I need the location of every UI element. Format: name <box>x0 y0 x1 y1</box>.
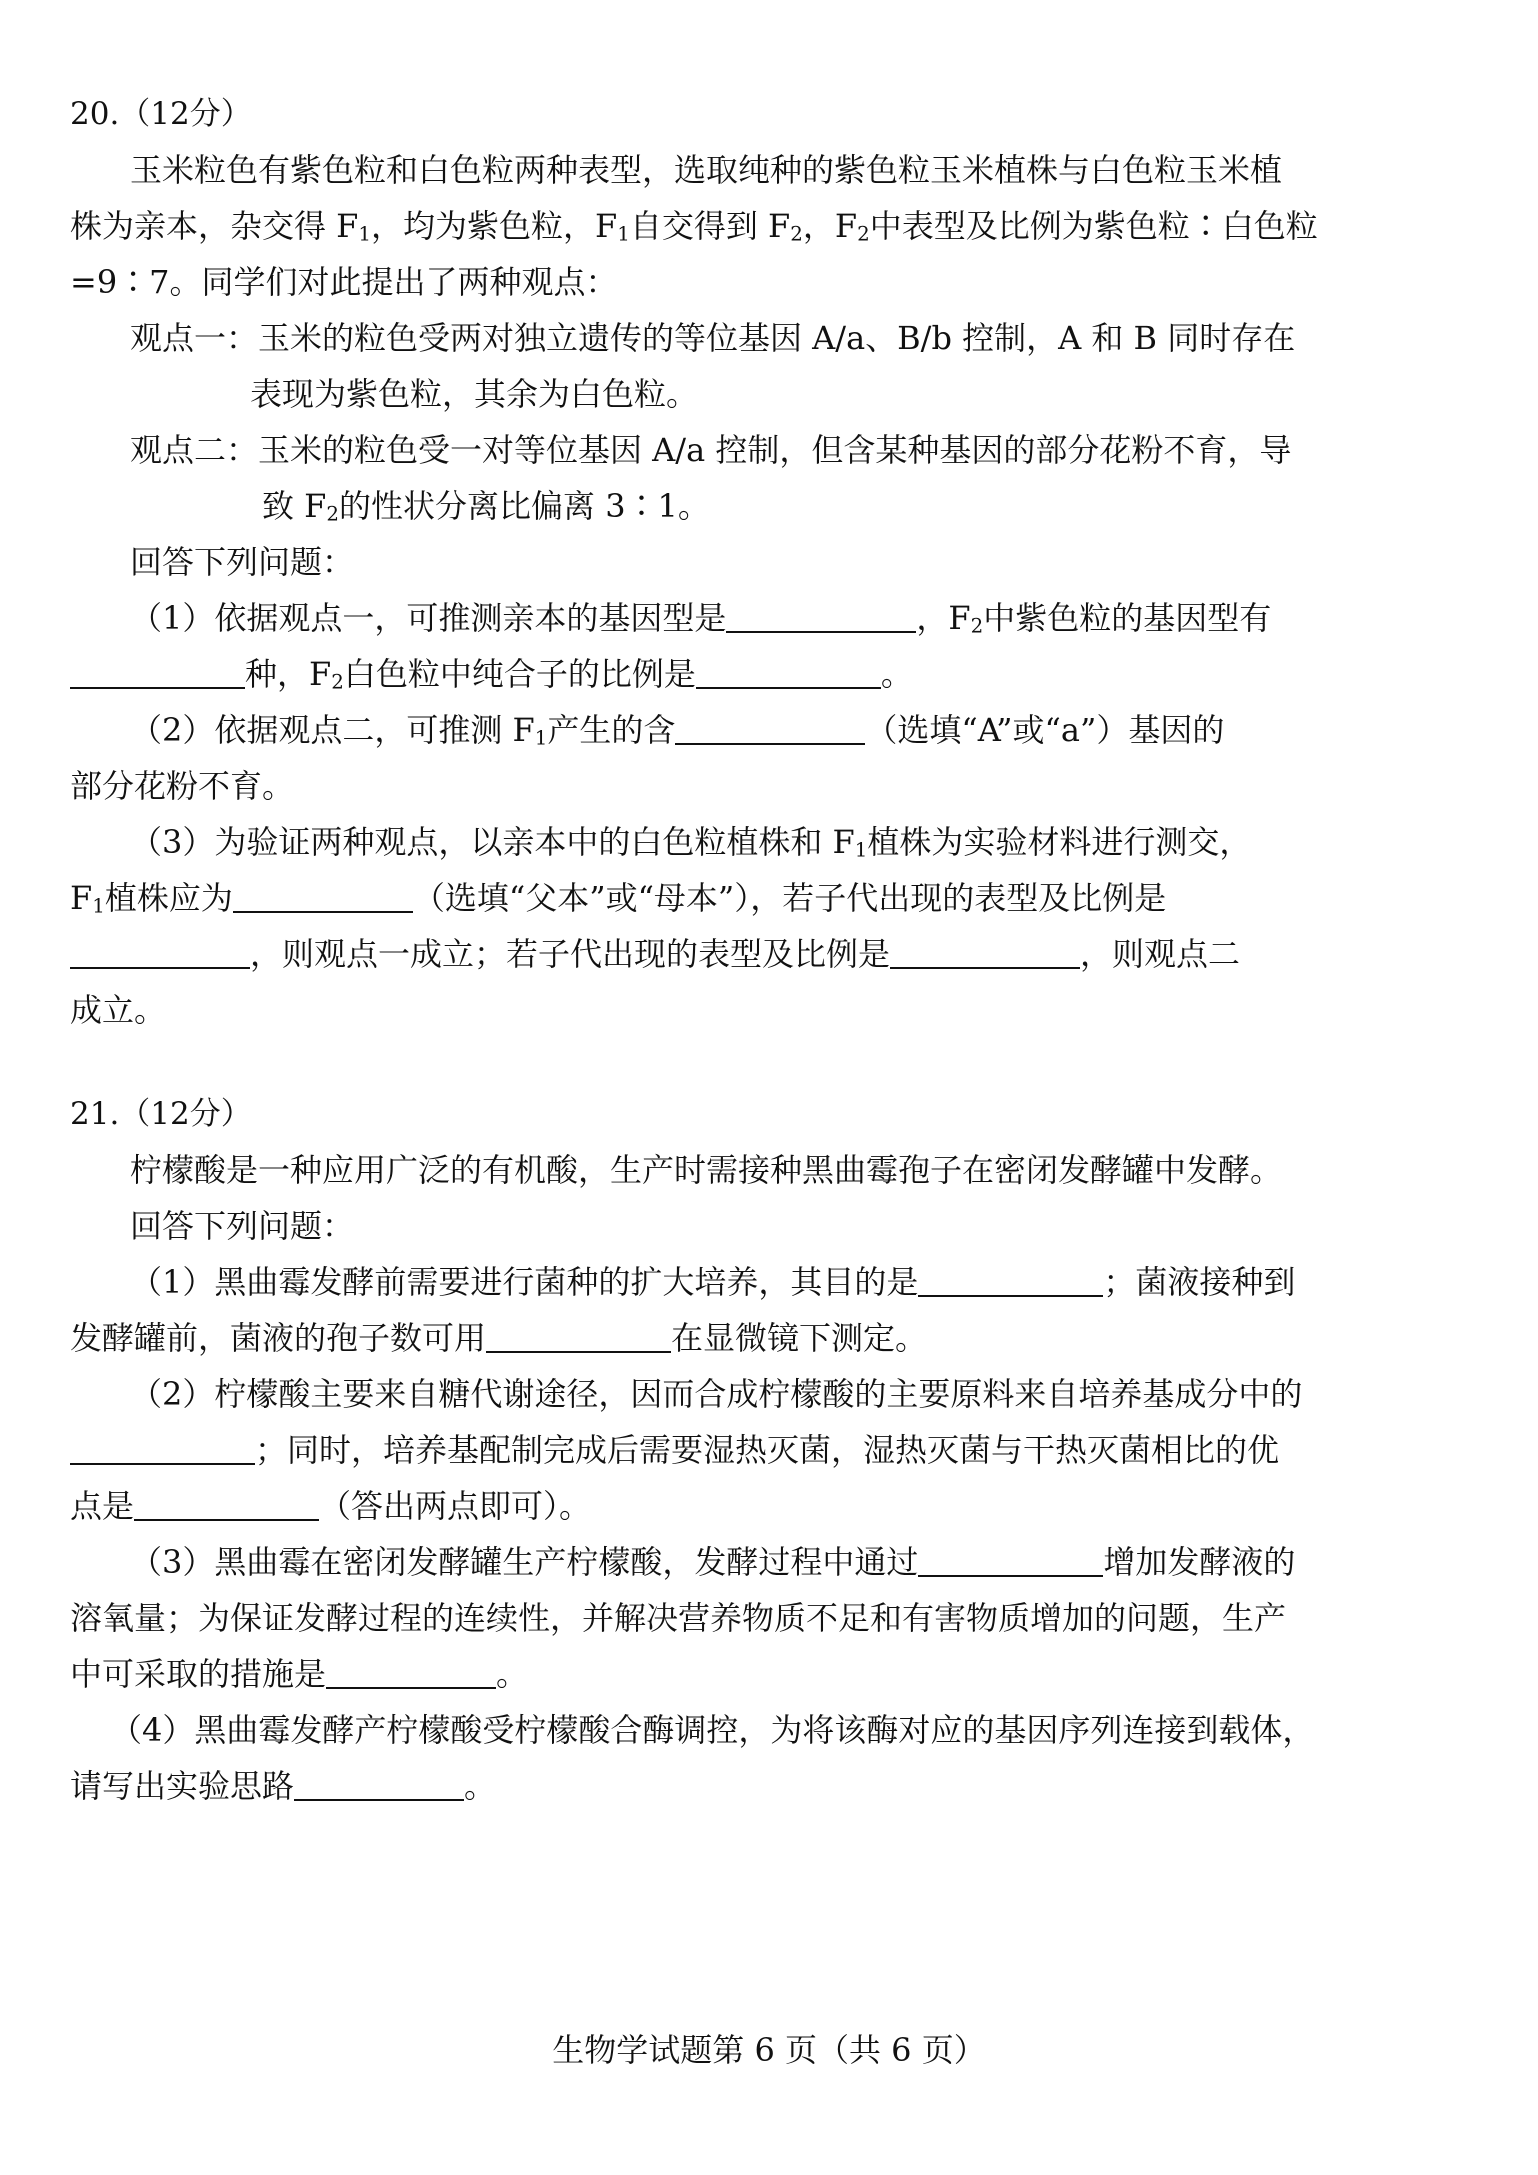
answer-blank[interactable] <box>326 1657 496 1689</box>
text: 种，F <box>245 655 332 693</box>
text: F <box>70 879 93 917</box>
q21-part-2-line-2 <box>70 1428 1279 1472</box>
q20-intro-line-3: =9∶7。同学们对此提出了两种观点： <box>70 263 618 301</box>
text: 致 F <box>262 487 327 525</box>
q21-part-3-line-2: 溶氧量；为保证发酵过程的连续性，并解决营养物质不足和有害物质增加的问题，生产 <box>70 1599 1287 1637</box>
q21-part-2-line-3 <box>70 1484 591 1528</box>
q21-part-3-line-3 <box>70 1652 528 1696</box>
q20-part-2-line-1 <box>130 708 1224 761</box>
text: （2）依据观点二，可推测 F <box>130 711 535 749</box>
text: 请写出实验思路 <box>70 1767 295 1805</box>
answer-blank[interactable] <box>70 1433 255 1465</box>
answer-blank[interactable] <box>294 1769 464 1801</box>
subscript: 2 <box>970 614 984 638</box>
text: （选填“父本”或“母本”），若子代出现的表型及比例是 <box>412 879 1167 917</box>
text: 点是 <box>70 1487 135 1525</box>
text: 植株应为 <box>104 879 233 917</box>
q20-intro-line-2 <box>70 204 1318 257</box>
answer-blank[interactable] <box>726 601 916 633</box>
text: 发酵罐前，菌液的孢子数可用 <box>70 1319 487 1357</box>
q21-part-1-line-2 <box>70 1316 927 1360</box>
subscript: 1 <box>358 222 372 246</box>
q21-part-4-line-1: （4）黑曲霉发酵产柠檬酸受柠檬酸合酶调控，为将该酶对应的基因序列连接到载体， <box>110 1711 1315 1749</box>
text: （答出两点即可）。 <box>319 1487 592 1525</box>
text: ；菌液接种到 <box>1103 1263 1296 1301</box>
answer-blank[interactable] <box>233 881 413 913</box>
text: 白色粒中纯合子的比例是 <box>343 655 696 693</box>
q21-part-4-line-2 <box>70 1764 496 1808</box>
text: （1）依据观点一，可推测亲本的基因型是 <box>130 599 727 637</box>
text: 中表型及比例为紫色粒∶白色粒 <box>869 207 1318 245</box>
answer-blank[interactable] <box>918 1545 1103 1577</box>
answer-blank[interactable] <box>675 713 865 745</box>
q21-heading: 21.（12分） <box>70 1096 252 1132</box>
q20-part-1-line-2 <box>70 652 913 705</box>
subscript: 2 <box>326 502 340 526</box>
text: （选填“A”或“a”）基因的 <box>865 711 1225 749</box>
text: ；同时，培养基配制完成后需要湿热灭菌，湿热灭菌与干热灭菌相比的优 <box>255 1431 1280 1469</box>
q21-part-1-line-1 <box>130 1260 1295 1304</box>
answer-blank[interactable] <box>486 1321 671 1353</box>
text: ，则观点一成立；若子代出现的表型及比例是 <box>250 935 891 973</box>
subscript: 2 <box>331 670 344 694</box>
q20-answer-prompt: 回答下列问题： <box>130 543 355 581</box>
answer-blank[interactable] <box>134 1489 319 1521</box>
text: （3）为验证两种观点，以亲本中的白色粒植株和 F <box>130 823 855 861</box>
text: （1）黑曲霉发酵前需要进行菌种的扩大培养，其目的是 <box>130 1263 919 1301</box>
answer-blank[interactable] <box>696 657 881 689</box>
q20-part-3-line-4: 成立。 <box>70 991 167 1029</box>
q20-view-2-line-1: 观点二：玉米的粒色受一对等位基因 A/a 控制，但含某种基因的部分花粉不育，导 <box>130 431 1292 469</box>
q21-answer-prompt: 回答下列问题： <box>130 1207 355 1245</box>
text: 中可采取的措施是 <box>70 1655 327 1693</box>
q20-part-2-line-2: 部分花粉不育。 <box>70 767 295 805</box>
text: 。 <box>880 655 913 693</box>
answer-blank[interactable] <box>918 1265 1103 1297</box>
text: 植株为实验材料进行测交， <box>867 823 1252 861</box>
text: 。 <box>464 1767 497 1805</box>
text: 产生的含 <box>547 711 676 749</box>
text: 在显微镜下测定。 <box>671 1319 928 1357</box>
text: ，F <box>802 207 858 245</box>
subscript: 1 <box>534 726 548 750</box>
q21-part-2-line-1: （2）柠檬酸主要来自糖代谢途径，因而合成柠檬酸的主要原料来自培养基成分中的 <box>130 1375 1303 1413</box>
q20-heading: 20.（12分） <box>70 96 252 132</box>
text: （3）黑曲霉在密闭发酵罐生产柠檬酸，发酵过程中通过 <box>130 1543 919 1581</box>
subscript: 2 <box>790 222 803 246</box>
subscript: 1 <box>617 222 630 246</box>
page-footer: 生物学试题第 6 页（共 6 页） <box>552 2031 986 2069</box>
text: 自交得到 F <box>629 207 791 245</box>
q20-view-1-line-1: 观点一：玉米的粒色受两对独立遗传的等位基因 A/a、B/b 控制，A 和 B 同时存在 <box>130 319 1296 357</box>
text: ，均为紫色粒，F <box>371 207 618 245</box>
q20-view-2-line-2 <box>262 484 710 537</box>
subscript: 1 <box>854 838 868 862</box>
answer-blank[interactable] <box>70 937 250 969</box>
answer-blank[interactable] <box>70 657 245 689</box>
text: 增加发酵液的 <box>1103 1543 1296 1581</box>
text: 株为亲本，杂交得 F <box>70 207 359 245</box>
q21-intro: 柠檬酸是一种应用广泛的有机酸，生产时需接种黑曲霉孢子在密闭发酵罐中发酵。 <box>130 1151 1283 1189</box>
answer-blank[interactable] <box>890 937 1080 969</box>
q20-view-1-line-2: 表现为紫色粒，其余为白色粒。 <box>250 375 699 413</box>
text: ，F <box>916 599 971 637</box>
q20-part-3-line-1 <box>130 820 1251 873</box>
q20-part-3-line-3 <box>70 932 1240 976</box>
text: 中紫色粒的基因型有 <box>983 599 1272 637</box>
subscript: 1 <box>92 894 105 918</box>
subscript: 2 <box>857 222 870 246</box>
text: 。 <box>496 1655 529 1693</box>
q20-part-3-line-2 <box>70 876 1166 929</box>
q21-part-3-line-1 <box>130 1540 1295 1584</box>
q20-part-1-line-1 <box>130 596 1271 649</box>
text: ，则观点二 <box>1080 935 1241 973</box>
text: 的性状分离比偏离 3∶1。 <box>339 487 710 525</box>
q20-intro-line-1: 玉米粒色有紫色粒和白色粒两种表型，选取纯种的紫色粒玉米植株与白色粒玉米植 <box>130 151 1283 189</box>
